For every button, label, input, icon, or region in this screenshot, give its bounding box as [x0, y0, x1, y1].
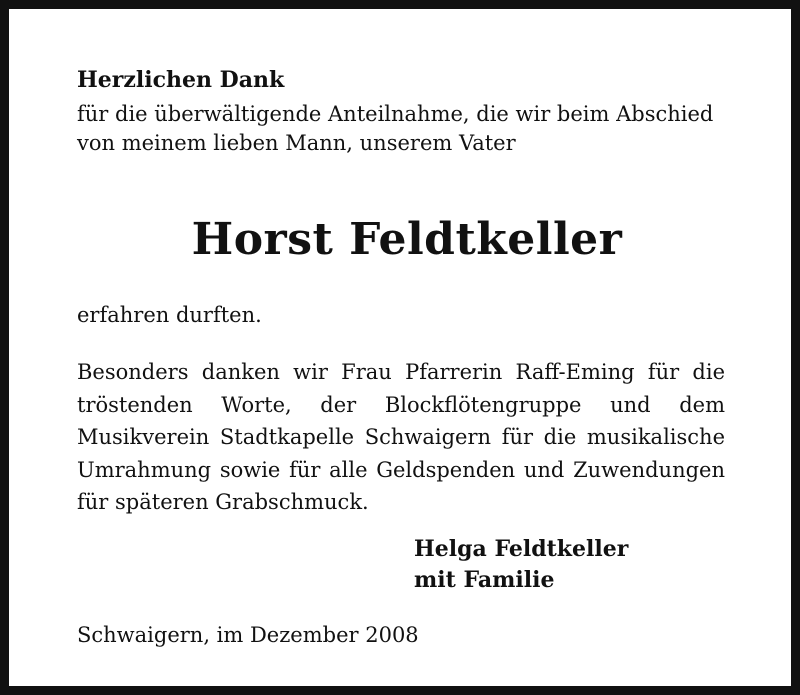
- notice-intro: [77, 100, 737, 158]
- notice-heading: Herzlichen Dank: [77, 67, 285, 93]
- deceased-name: Horst Feldtkeller: [191, 214, 623, 265]
- place-date: Schwaigern, im Dezember 2008: [77, 623, 419, 647]
- intro-line-1: für die überwältigende Anteilnahme, die wir beim Abschied: [77, 102, 714, 126]
- intro-line-2: von meinem lieben Mann, unserem Vater: [77, 131, 516, 155]
- signature: [414, 534, 628, 596]
- thanks-paragraph: Besonders danken wir Frau Pfarrerin Raff-Eming für die tröstenden Worte, der Blockflötengruppe und dem Musikverein Stadtkapelle Schwaigern für die musikalische Umrahmung sowie für alle Geldspenden und Zuwendungen für späteren Grabschmuck.: [77, 360, 725, 514]
- experienced-text: erfahren durften.: [77, 303, 262, 327]
- signature-name: Helga Feldtkeller: [414, 536, 629, 562]
- notice-content: [77, 66, 737, 647]
- signature-family: mit Familie: [414, 567, 555, 593]
